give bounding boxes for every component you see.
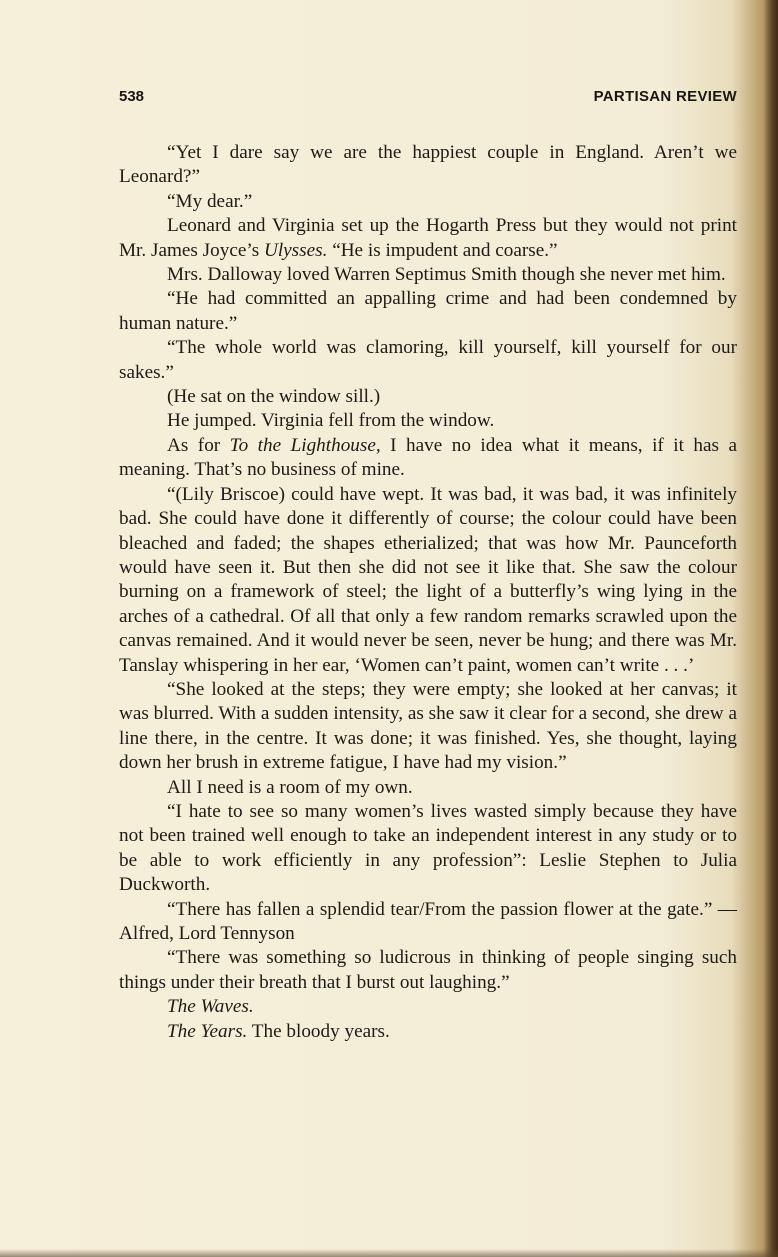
- body-text: [119, 141, 737, 1044]
- paragraph: [119, 995, 737, 1019]
- paragraph: “There has fallen a splendid tear/From the passion flower at the gate.” —Alfred, Lord Tennyson: [119, 898, 737, 944]
- book-title-lighthouse: To the Lighthouse,: [229, 434, 381, 456]
- book-title-years: The Years.: [167, 1020, 248, 1042]
- paragraph: “He had committed an appalling crime and had been condemned by human nature.”: [119, 288, 737, 334]
- paragraph: As for To the Lighthouse, I have no idea what it means, if it has a meaning. That’s no business of mine.: [119, 434, 737, 481]
- paragraph: He jumped. Virginia fell from the window.: [167, 410, 495, 432]
- paragraph: All I need is a room of my own.: [167, 776, 413, 798]
- paragraph: “There was something so ludicrous in thinking of people singing such things under their breath that I burst out laughing.”: [119, 947, 737, 993]
- paragraph: Mrs. Dalloway loved Warren Septimus Smith though she never met him.: [167, 264, 726, 286]
- paragraph: The Years. The bloody years.: [167, 1020, 390, 1042]
- running-head: PARTISAN REVIEW: [593, 88, 737, 105]
- paragraph: “Yet I dare say we are the happiest couple in England. Aren’t we Leonard?”: [119, 142, 737, 188]
- paragraph: (He sat on the window sill.): [167, 386, 381, 408]
- page-header: [119, 88, 737, 110]
- paragraph: Leonard and Virginia set up the Hogarth Press but they would not print Mr. James Joyce’s Ulysses. “He is impudent and coarse.”: [119, 215, 737, 261]
- page-number: 538: [119, 88, 145, 105]
- book-spine-shadow: [764, 0, 778, 1257]
- paragraph: “(Lily Briscoe) could have wept. It was bad, it was bad, it was infinitely bad. She could have done it differently of course; the colour could have been bleached and faded; the shapes etherialized; that was how Mr. Paunceforth would have seen it. But then she did not see it like that. She saw the colour burning on a framework of steel; the light of a butterfly’s wing lying in the arches of a cathedral. Of all that only a few random remarks scrawled upon the canvas remained. And it would never be seen, never be hung; and there was Mr. Tanslay whispering in her ear, ‘Women can’t paint, women can’t write . . .’: [119, 483, 737, 676]
- book-title-waves: The Waves.: [167, 996, 254, 1018]
- page-bottom-edge: [0, 1249, 778, 1257]
- paragraph: “My dear.”: [167, 190, 253, 212]
- paragraph: “The whole world was clamoring, kill yourself, kill yourself for our sakes.”: [119, 337, 737, 383]
- paragraph: “She looked at the steps; they were empty; she looked at her canvas; it was blurred. With a sudden intensity, as she saw it clear for a second, she drew a line there, in the centre. It was done; it was finished. Yes, she thought, laying down her brush in extreme fatigue, I have had my vision.”: [119, 678, 737, 774]
- paragraph: “I hate to see so many women’s lives wasted simply because they have not been trained well enough to take an independent interest in any study or to be able to work efficiently in any profession”: Leslie Stephen to Julia Duckworth.: [119, 800, 737, 896]
- book-title-ulysses: Ulysses.: [263, 239, 328, 261]
